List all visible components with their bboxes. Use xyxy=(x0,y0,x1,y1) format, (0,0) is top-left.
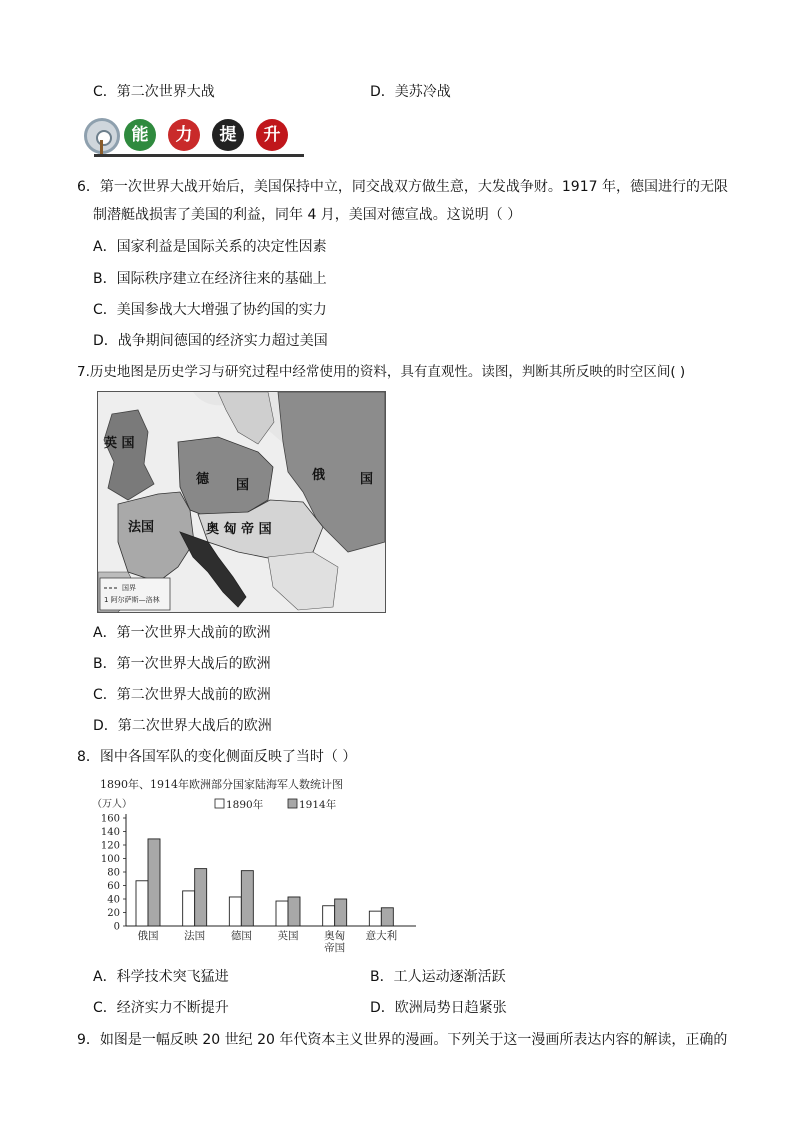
x-tick-label: 俄国 xyxy=(137,930,159,942)
q6-option-b: B．国际秩序建立在经济往来的基础上 xyxy=(93,271,327,287)
q8-option-c: C．经济实力不断提升 xyxy=(93,1000,229,1016)
legend-swatch-1 xyxy=(215,799,224,808)
banner-badge-1: 能 xyxy=(124,119,156,151)
legend-label-2: 1914年 xyxy=(299,799,337,811)
x-tick-label: 德国 xyxy=(230,930,252,942)
q8-stem: 8．图中各国军队的变化侧面反映了当时（ ） xyxy=(77,749,357,765)
y-tick-label: 40 xyxy=(107,894,120,906)
y-tick-label: 20 xyxy=(107,908,120,919)
map-legend-note: 1 阿尔萨斯—洛林 xyxy=(104,596,160,604)
bar-2-4 xyxy=(288,897,300,926)
map-label-austria-hungary: 奥 匈 帝 国 xyxy=(206,522,272,537)
map-label-russia-2: 国 xyxy=(360,472,374,487)
x-tick-label: 奥匈 xyxy=(324,930,346,942)
x-tick-label: 帝国 xyxy=(324,942,346,954)
map-label-france: 法国 xyxy=(128,520,155,535)
map-label-germany: 德 xyxy=(196,472,210,487)
q6-option-d: D．战争期间德国的经济实力超过美国 xyxy=(93,333,328,349)
q7-stem: 7.历史地图是历史学习与研究过程中经常使用的资料，具有直观性。读图，判断其所反映的时空区间( ) xyxy=(77,364,686,380)
europe-map xyxy=(97,391,386,613)
x-tick-label: 法国 xyxy=(184,930,206,942)
map-label-uk: 英 国 xyxy=(104,436,135,451)
q6-option-a: A．国家利益是国际关系的决定性因素 xyxy=(93,239,327,255)
x-tick-label: 英国 xyxy=(277,930,299,942)
banner-badge-2: 力 xyxy=(168,119,200,151)
y-tick-label: 80 xyxy=(107,867,120,879)
q6-stem-line1: 6．第一次世界大战开始后，美国保持中立，同交战双方做生意，大发战争财。1917 年，德国进行的无限 xyxy=(77,179,728,195)
q7-option-b: B．第一次世界大战后的欧洲 xyxy=(93,656,271,672)
map-legend-border: 国界 xyxy=(122,584,136,592)
bar-1-4 xyxy=(276,901,288,926)
y-tick-label: 100 xyxy=(100,854,120,865)
q8-option-d: D．欧洲局势日趋紧张 xyxy=(370,1000,507,1016)
legend-swatch-2 xyxy=(288,799,297,808)
q6-stem-line2: 制潜艇战损害了美国的利益，同年 4 月，美国对德宣战。这说明（ ） xyxy=(93,207,522,223)
q8-option-b: B．工人运动逐渐活跃 xyxy=(370,969,506,985)
q7-option-a: A．第一次世界大战前的欧洲 xyxy=(93,625,271,641)
bar-2-2 xyxy=(195,869,207,926)
banner-underline xyxy=(94,154,304,157)
y-tick-label: 60 xyxy=(107,881,120,892)
chart-ylabel: （万人） xyxy=(92,799,132,810)
bar-2-6 xyxy=(381,908,393,926)
map-label-russia: 俄 xyxy=(312,468,326,483)
q5-option-c: C．第二次世界大战 xyxy=(93,84,215,100)
chart-svg xyxy=(92,774,422,958)
chart-title: 1890年、1914年欧洲部分国家陆海军人数统计图 xyxy=(100,778,343,791)
q9-stem: 9．如图是一幅反映 20 世纪 20 年代资本主义世界的漫画。下列关于这一漫画所表达内容的解读，正确的 xyxy=(77,1032,728,1048)
y-tick-label: 120 xyxy=(100,840,120,852)
map-label-germany-2: 国 xyxy=(236,478,250,493)
q6-option-c: C．美国参战大大增强了协约国的实力 xyxy=(93,302,327,318)
bar-1-5 xyxy=(323,906,335,926)
army-size-bar-chart xyxy=(92,774,422,958)
bar-2-3 xyxy=(241,871,253,926)
banner-badge-4: 升 xyxy=(256,119,288,151)
banner-badge-3: 提 xyxy=(212,119,244,151)
q5-option-d: D．美苏冷战 xyxy=(370,84,451,100)
q8-option-a: A．科学技术突飞猛进 xyxy=(93,969,229,985)
bar-2-1 xyxy=(148,839,160,926)
q7-option-c: C．第二次世界大战前的欧洲 xyxy=(93,687,271,703)
bar-2-5 xyxy=(335,899,347,926)
y-tick-label: 140 xyxy=(100,827,120,838)
bar-1-3 xyxy=(229,897,241,926)
legend-label-1: 1890年 xyxy=(226,799,264,811)
y-tick-label: 160 xyxy=(100,813,120,825)
bar-1-2 xyxy=(183,891,195,926)
bar-1-1 xyxy=(136,881,148,926)
map-shapes xyxy=(98,392,385,612)
q7-option-d: D．第二次世界大战后的欧洲 xyxy=(93,718,272,734)
x-tick-label: 意大利 xyxy=(365,930,398,942)
y-tick-label: 0 xyxy=(113,921,120,933)
bar-1-6 xyxy=(369,911,381,926)
ability-banner xyxy=(84,116,304,158)
